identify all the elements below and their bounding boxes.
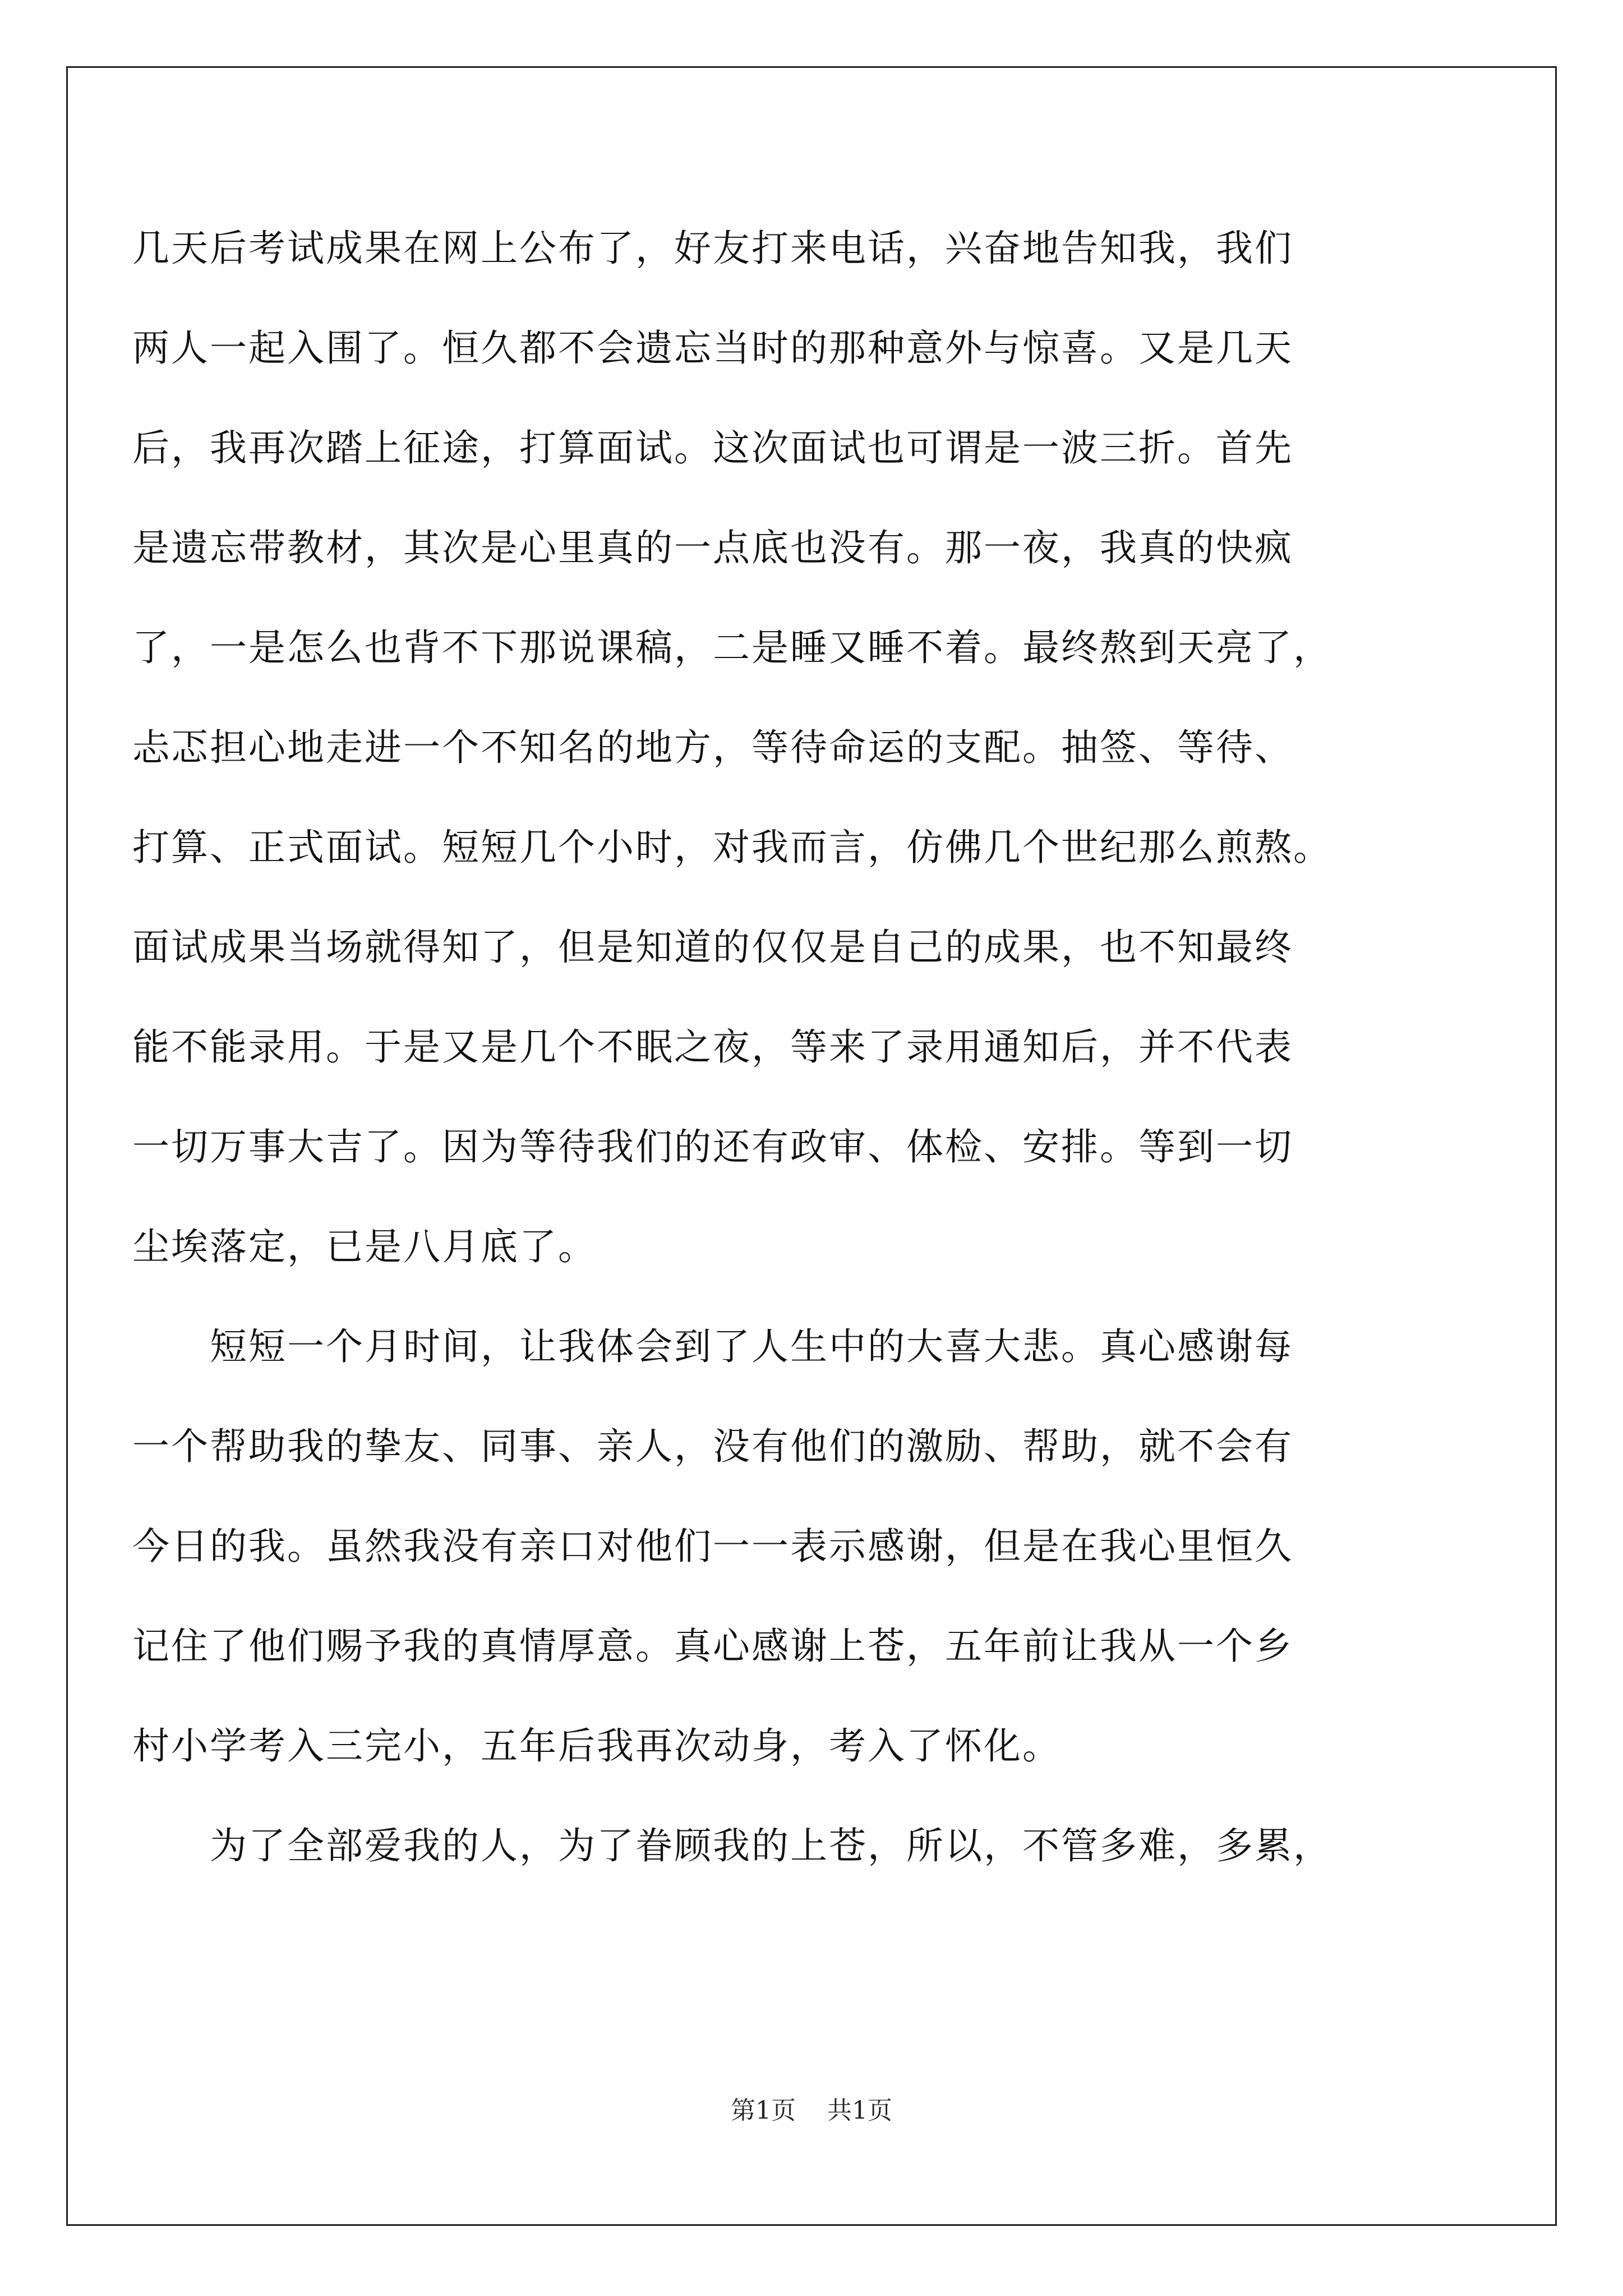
paragraph-1-line-3: 后，我再次踏上征途，打算面试。这次面试也可谓是一波三折。首先 (132, 426, 1293, 470)
paragraph-2-line-5: 村小学考入三完小，五年后我再次动身，考入了怀化。 (132, 1724, 1061, 1768)
paragraph-2-line-4: 记住了他们赐予我的真情厚意。真心感谢上苍，五年前让我从一个乡 (132, 1625, 1293, 1668)
paragraph-1-line-2: 两人一起入围了。恒久都不会遗忘当时的那种意外与惊喜。又是几天 (132, 326, 1293, 370)
paragraph-1-line-10: 一切万事大吉了。因为等待我们的还有政审、体检、安排。等到一切 (132, 1125, 1293, 1168)
paragraph-1-line-6: 忐忑担心地走进一个不知名的地方，等待命运的支配。抽签、等待、 (132, 726, 1293, 769)
paragraph-3-line-1: 为了全部爱我的人，为了眷顾我的上苍，所以，不管多难，多累， (210, 1824, 1332, 1867)
paragraph-1-line-1: 几天后考试成果在网上公布了，好友打来电话，兴奋地告知我，我们 (132, 227, 1293, 270)
paragraph-2-line-2: 一个帮助我的挚友、同事、亲人，没有他们的激励、帮助，就不会有 (132, 1425, 1293, 1468)
paragraph-2-line-1: 短短一个月时间，让我体会到了人生中的大喜大悲。真心感谢每 (210, 1325, 1293, 1368)
paragraph-1-line-11: 尘埃落定，已是八月底了。 (132, 1225, 597, 1268)
paragraph-1-line-7: 打算、正式面试。短短几个小时，对我而言，仿佛几个世纪那么煎熬。 (132, 826, 1332, 869)
page-footer (0, 2090, 1623, 2126)
paragraph-2-line-3: 今日的我。虽然我没有亲口对他们一一表示感谢，但是在我心里恒久 (132, 1525, 1293, 1568)
paragraph-1-line-8: 面试成果当场就得知了，但是知道的仅仅是自己的成果，也不知最终 (132, 926, 1293, 969)
paragraph-1-line-4: 是遗忘带教材，其次是心里真的一点底也没有。那一夜，我真的快疯 (132, 526, 1293, 569)
paragraph-1-line-9: 能不能录用。于是又是几个不眠之夜，等来了录用通知后，并不代表 (132, 1025, 1293, 1069)
paragraph-1-line-5: 了，一是怎么也背不下那说课稿，二是睡又睡不着。最终熬到天亮了， (132, 626, 1332, 669)
page-total-label: 共1页 (827, 2096, 892, 2125)
page-number-label: 第1页 (731, 2096, 796, 2125)
